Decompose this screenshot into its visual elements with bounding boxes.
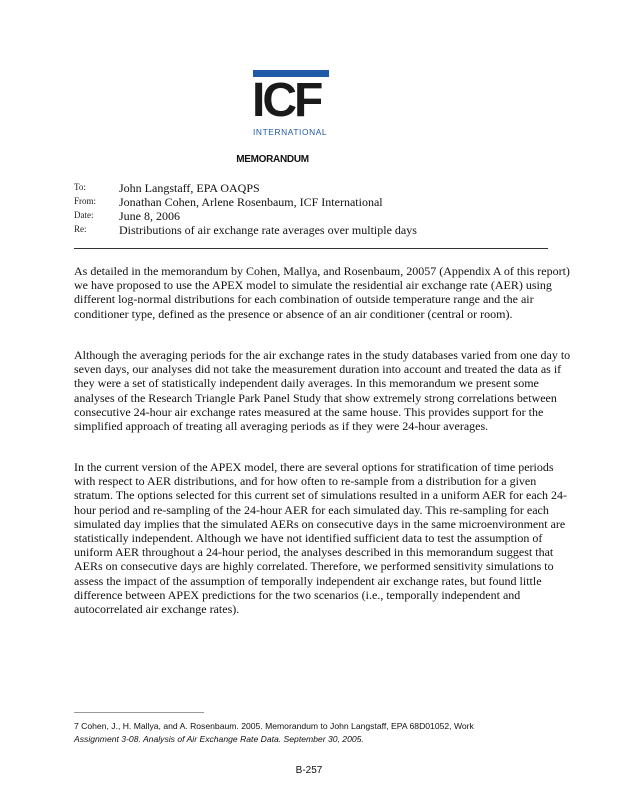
header-value: Jonathan Cohen, Arlene Rosenbaum, ICF International	[119, 195, 383, 209]
footnote-line-1: 7 Cohen, J., H. Mallya, and A. Rosenbaum. 2005. Memorandum to John Langstaff, EPA 68D01052, Work	[74, 721, 474, 731]
header-value: Distributions of air exchange rate averages over multiple days	[119, 223, 417, 237]
body-paragraph-3: In the current version of the APEX model, there are several options for stratification of time periods with respect to AER distributions, and for how often to re-sample from a distribution for a given stratum. The options selected for this current set of simulations resulted in a uniform AER for each 24-hour period and re-sampling of the 24-hour AER for each simulated day. This re-sampling for each simulated day implies that the simulated AERs on consecutive days in the same microenvironment are statistically independent. Although we have not identified sufficient data to test the assumption of uniform AER throughout a 24-hour period, the analyses described in this memorandum suggest that AERs on consecutive days are highly correlated. Therefore, we performed sensitivity simulations to assess the impact of the assumption of temporally independent air exchange rates, but found little difference between APEX predictions for the two scenarios (i.e., temporally independent and autocorrelated air exchange rates).	[74, 460, 567, 617]
header-value: June 8, 2006	[119, 209, 180, 223]
header-divider	[74, 248, 548, 249]
header-label: To:	[74, 182, 86, 192]
logo-subtitle: INTERNATIONAL	[253, 127, 328, 137]
footnote-divider	[74, 712, 204, 713]
memo-title: MEMORANDUM	[236, 154, 309, 165]
header-label: From:	[74, 196, 97, 206]
header-label: Re:	[74, 224, 87, 234]
body-paragraph-1: As detailed in the memorandum by Cohen, Mallya, and Rosenbaum, 20057 (Appendix A of this report) we have proposed to use the APEX model to simulate the residential air exchange rate (AER) using different log-normal distributions for each combination of outside temperature range and the air conditioner type, defined as the presence or absence of an air conditioner (central or room).	[74, 264, 570, 321]
page-number: B-257	[295, 765, 323, 776]
header-label: Date:	[74, 210, 94, 220]
icf-logo	[252, 70, 332, 138]
body-paragraph-2: Although the averaging periods for the air exchange rates in the study databases varied from one day to seven days, our analyses did not take the measurement duration into account and treated the data as if they were a set of statistically independent daily averages. In this memorandum we present some analyses of the Research Triangle Park Panel Study that show extremely strong correlations between consecutive 24-hour air exchange rates measured at the same house. This provides support for the simplified approach of treating all averaging periods as if they were 24-hour averages.	[74, 348, 571, 434]
logo-wordmark: ICF	[252, 74, 321, 127]
footnote-line-2: Assignment 3-08. Analysis of Air Exchange Rate Data. September 30, 2005.	[74, 734, 364, 744]
header-value: John Langstaff, EPA OAQPS	[119, 181, 260, 195]
